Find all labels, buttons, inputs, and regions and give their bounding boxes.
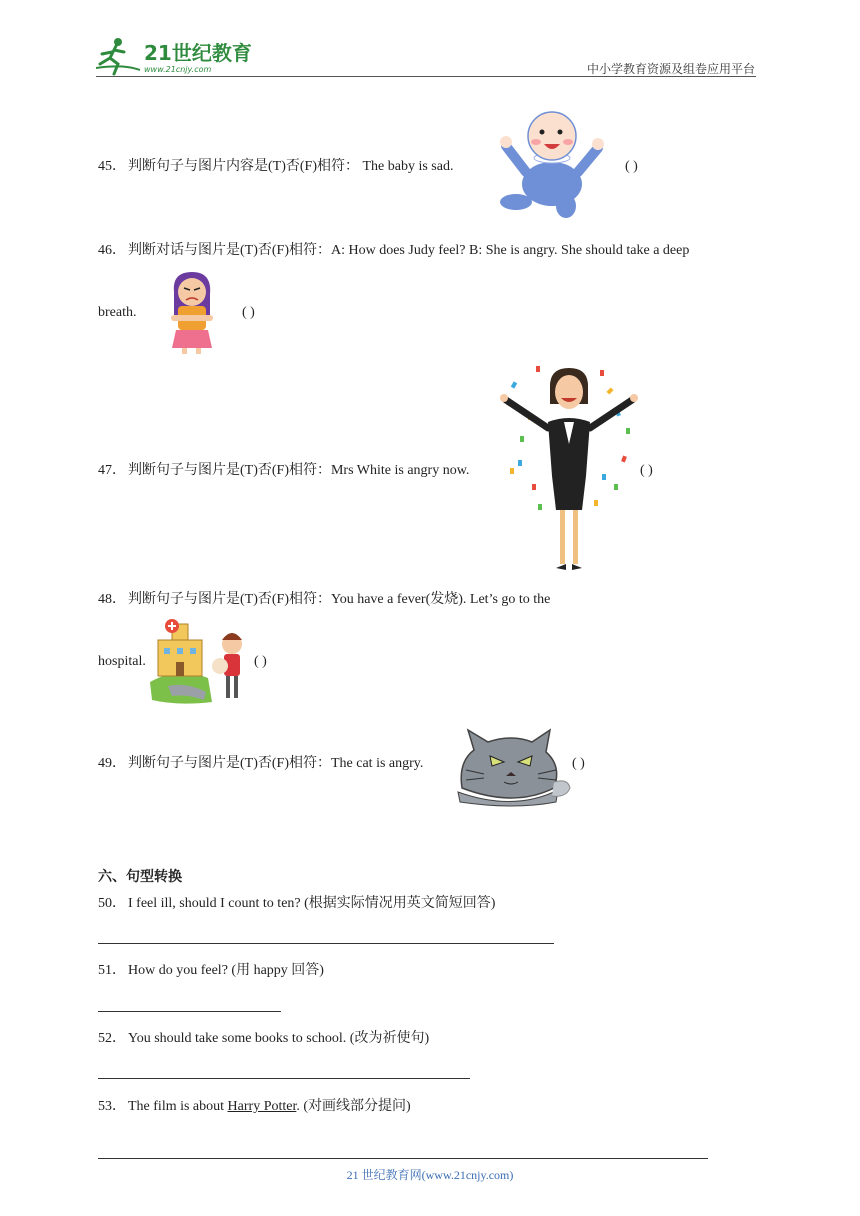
header-divider: [96, 76, 756, 77]
section-title: 六、句型转换: [98, 869, 182, 885]
question-46: 46． 判断对话与图片是(T)否(F)相符：A: How does Judy feel? B: She is angry. She should take a deep: [98, 243, 690, 258]
answer-line-50[interactable]: [98, 943, 554, 944]
svg-text:www.21cnjy.com: www.21cnjy.com: [144, 65, 212, 74]
answer-line-51[interactable]: [98, 1011, 281, 1012]
question-48: 48． 判断句子与图片是(T)否(F)相符：You have a fever(发烧). Let’s go to the: [98, 592, 551, 607]
baby-image: [496, 106, 608, 220]
answer-bracket-48[interactable]: ( ): [254, 654, 267, 669]
angry-cat-image: [454, 726, 572, 808]
question-53: 53． The film is about Harry Potter. (对画线部分提问): [98, 1099, 411, 1114]
answer-bracket-45[interactable]: ( ): [625, 159, 638, 174]
underlined-phrase: Harry Potter: [227, 1099, 297, 1114]
question-48-cont: hospital.: [98, 654, 146, 669]
platform-title: 中小学教育资源及组卷应用平台: [586, 62, 755, 76]
footer-divider: [98, 1158, 708, 1159]
answer-line-52[interactable]: [98, 1078, 470, 1079]
angry-girl-image: [164, 268, 218, 356]
question-47: 47． 判断句子与图片是(T)否(F)相符：Mrs White is angry now.: [98, 463, 470, 478]
footer-text: 21 世纪教育网(www.21cnjy.com): [346, 1168, 514, 1182]
answer-bracket-49[interactable]: ( ): [572, 756, 585, 771]
answer-bracket-46[interactable]: ( ): [242, 305, 255, 320]
question-52: 52． You should take some books to school. (改为祈使句): [98, 1031, 430, 1046]
hospital-image: [148, 616, 254, 706]
question-49: 49． 判断句子与图片是(T)否(F)相符：The cat is angry.: [98, 756, 424, 771]
question-50: 50． I feel ill, should I count to ten? (根据实际情况用英文简短回答): [98, 896, 496, 911]
site-logo: [94, 34, 264, 78]
happy-woman-image: [498, 364, 642, 574]
question-45: 45． 判断句子与图片内容是(T)否(F)相符： The baby is sad.: [98, 159, 454, 174]
question-46-cont: breath.: [98, 305, 137, 320]
question-51: 51． How do you feel? (用 happy 回答): [98, 963, 324, 978]
answer-bracket-47[interactable]: ( ): [640, 463, 653, 478]
svg-text:21世纪教育: 21世纪教育: [144, 41, 252, 65]
